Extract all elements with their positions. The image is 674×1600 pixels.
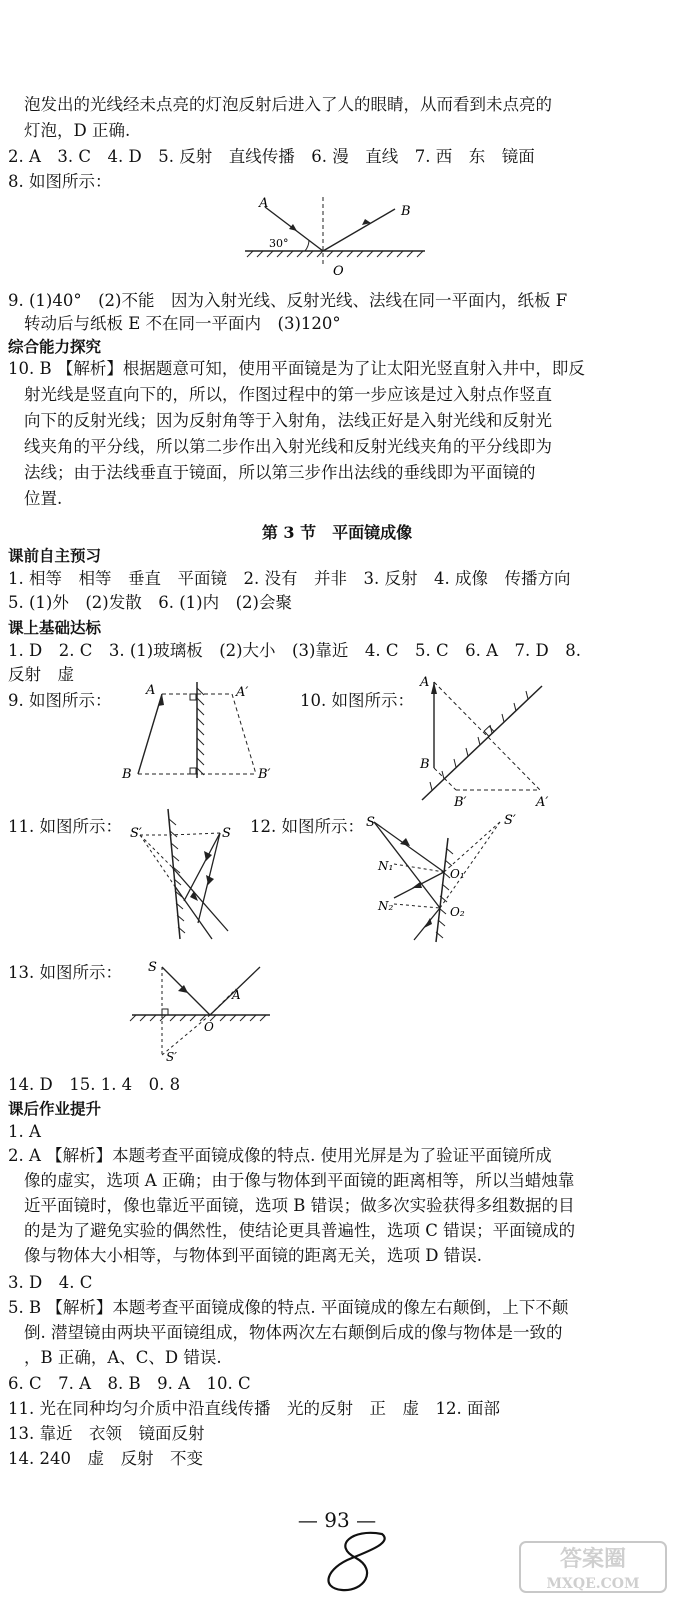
diagram-11 xyxy=(128,805,238,945)
diagram-10 xyxy=(412,672,582,812)
line-7: 10. B 【解析】根据题意可知，使用平面镜是为了让太阳光竖直射入井中，即反 xyxy=(8,359,585,378)
heading-preview: 课前自主预习 xyxy=(8,547,102,565)
line-25: 5. B 【解析】本题考查平面镜成像的特点. 平面镜成的像左右颠倒，上下不颠 xyxy=(8,1298,569,1317)
svg-text:答案圈: 答案圈 xyxy=(559,1546,627,1572)
d13-label-a: A xyxy=(232,988,241,1002)
watermark xyxy=(518,1536,668,1596)
d12-label-o2: O₂ xyxy=(450,905,465,919)
d11-label-s: S xyxy=(222,826,231,841)
line-11: 法线；由于法线垂直于镜面，所以第三步作出法线的垂线即为平面镜的 xyxy=(24,463,536,482)
d10-label-a: A xyxy=(420,675,430,690)
line-4: 8. 如图所示： xyxy=(8,172,112,191)
line-29: 11. 光在同种均匀介质中沿直线传播 光的反射 正 虚 12. 面部 xyxy=(8,1399,500,1418)
line-12: 位置. xyxy=(24,489,63,508)
line-2: 灯泡，D 正确. xyxy=(24,121,131,140)
label-fig-11: 11. 如图所示： xyxy=(8,817,122,836)
line-31: 14. 240 虚 反射 不变 xyxy=(8,1449,203,1468)
d12-label-o1: O₁ xyxy=(450,867,465,881)
line-27: ，B 正确，A、C、D 错误. xyxy=(24,1348,222,1367)
line-14: 5. (1)外 (2)发散 6. (1)内 (2)会聚 xyxy=(8,593,292,612)
line-18: 1. A xyxy=(8,1122,41,1141)
line-19: 2. A 【解析】本题考查平面镜成像的特点. 使用光屏是为了验证平面镜所成 xyxy=(8,1146,552,1165)
d13-label-o: O xyxy=(204,1020,214,1034)
d12-label-n1: N₁ xyxy=(378,859,394,873)
line-15: 1. D 2. C 3. (1)玻璃板 (2)大小 (3)靠近 4. C 5. C 6. A 7. D 8. xyxy=(8,641,582,660)
heading-homework: 课后作业提升 xyxy=(8,1100,102,1118)
line-8: 射光线是竖直向下的，所以，作图过程中的第一步应该是过入射点作竖直 xyxy=(24,385,552,404)
svg-text:MXQE.COM: MXQE.COM xyxy=(546,1576,640,1592)
line-5: 9. (1)40° (2)不能 因为入射光线、反射光线、法线在同一平面内，纸板 F xyxy=(8,291,568,310)
line-6: 转动后与纸板 E 不在同一平面内 (3)120° xyxy=(24,314,341,333)
line-26: 倒. 潜望镜由两块平面镜组成，物体两次左右颠倒后成的像与物体是一致的 xyxy=(24,1323,563,1342)
d8-label-angle: 30° xyxy=(269,237,289,250)
diagram-12 xyxy=(364,808,524,948)
line-10: 线夹角的平分线，所以第二步作出入射光线和反射光线夹角的平分线即为 xyxy=(24,437,552,456)
d12-label-s-prime: S′ xyxy=(504,813,516,828)
d8-label-o: O xyxy=(333,264,344,279)
line-23: 像与物体大小相等，与物体到平面镜的距离无关，选项 D 错误. xyxy=(24,1246,482,1265)
d9-label-a-prime: A′ xyxy=(236,685,249,700)
d8-label-a: A xyxy=(259,196,269,211)
label-fig-9: 9. 如图所示： xyxy=(8,691,112,710)
diagram-8 xyxy=(225,195,445,285)
line-22: 的是为了避免实验的偶然性，使结论更具普遍性，选项 C 错误；平面镜成的 xyxy=(24,1221,576,1240)
d11-label-s-prime: S′ xyxy=(130,826,142,841)
line-13: 1. 相等 相等 垂直 平面镜 2. 没有 并非 3. 反射 4. 成像 传播方向 xyxy=(8,569,571,588)
d12-label-n2: N₂ xyxy=(378,899,394,913)
line-30: 13. 靠近 衣领 镜面反射 xyxy=(8,1424,205,1443)
diagram-9 xyxy=(118,680,278,780)
heading-comprehensive: 综合能力探究 xyxy=(8,338,102,356)
heading-classwork: 课上基础达标 xyxy=(8,619,102,637)
label-fig-12: 12. 如图所示： xyxy=(250,817,364,836)
d8-label-b: B xyxy=(401,204,411,219)
line-1: 泡发出的光线经未点亮的灯泡反射后进入了人的眼睛，从而看到未点亮的 xyxy=(24,95,552,114)
label-fig-10: 10. 如图所示： xyxy=(300,691,414,710)
line-20: 像的虚实，选项 A 正确；由于像与物体到平面镜的距离相等，所以当蜡烛靠 xyxy=(24,1171,575,1190)
line-21: 近平面镜时，像也靠近平面镜，选项 B 错误；做多次实验获得多组数据的目 xyxy=(24,1196,575,1215)
section-title: 第 3 节 平面镜成像 xyxy=(261,523,413,542)
diagram-13 xyxy=(128,955,278,1065)
label-fig-13: 13. 如图所示： xyxy=(8,963,122,982)
d9-label-b-prime: B′ xyxy=(258,767,271,780)
line-9: 向下的反射光线；因为反射角等于入射角，法线正好是入射光线和反射光 xyxy=(24,411,552,430)
line-24: 3. D 4. C xyxy=(8,1273,93,1292)
d10-label-b: B xyxy=(420,757,430,772)
d12-label-s: S xyxy=(366,815,375,830)
line-28: 6. C 7. A 8. B 9. A 10. C xyxy=(8,1374,251,1393)
d13-label-s-prime: S′ xyxy=(166,1050,177,1064)
d10-label-b-prime: B′ xyxy=(454,795,467,810)
line-3: 2. A 3. C 4. D 5. 反射 直线传播 6. 漫 直线 7. 西 东 镜面 xyxy=(8,147,535,166)
page-number: — 93 — xyxy=(297,1508,377,1532)
line-16: 反射 虚 xyxy=(8,665,74,684)
line-17: 14. D 15. 1. 4 0. 8 xyxy=(8,1075,181,1094)
handwritten-eight xyxy=(312,1528,402,1596)
d9-label-a: A xyxy=(146,683,156,698)
d13-label-s: S xyxy=(148,960,157,975)
d9-label-b: B xyxy=(122,767,132,780)
d10-label-a-prime: A′ xyxy=(536,795,549,810)
